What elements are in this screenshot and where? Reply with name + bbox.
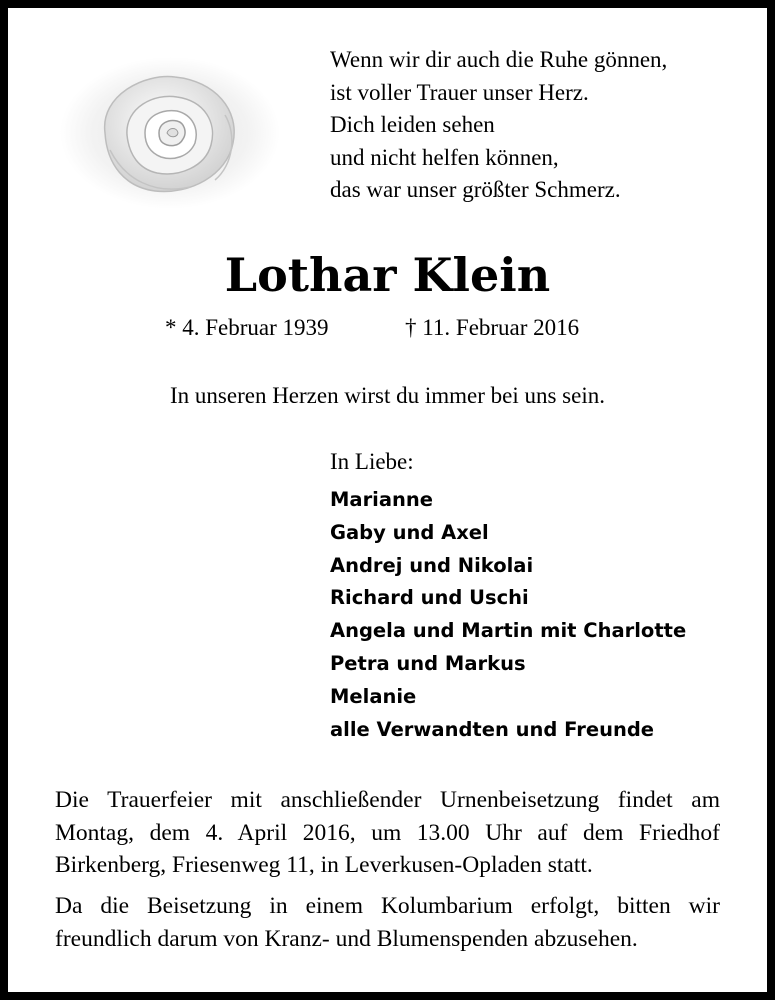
rose-image	[55, 55, 285, 215]
mourners-list	[330, 484, 686, 746]
mourner-name: Melanie	[330, 684, 417, 708]
poem-line: das war unser größter Schmerz.	[330, 177, 621, 202]
mourner-name: alle Verwandten und Freunde	[330, 717, 655, 741]
poem	[330, 44, 750, 207]
poem-line: Wenn wir dir auch die Ruhe gönnen,	[330, 47, 668, 72]
flower-request-notice: Da die Beisetzung in einem Kolumbarium erfolgt, bitten wir freundlich darum von Kranz- und Blumenspenden abzusehen.	[55, 893, 720, 952]
motto: In unseren Herzen wirst du immer bei uns sein.	[170, 383, 605, 408]
poem-line: und nicht helfen können,	[330, 144, 559, 170]
mourners-intro: In Liebe:	[330, 449, 414, 474]
deceased-name: Lothar Klein	[224, 248, 551, 302]
mourner-name: Marianne	[330, 488, 434, 511]
mourner-name: Angela und Martin mit Charlotte	[330, 619, 687, 643]
mourner-name: Gaby und Axel	[330, 520, 489, 544]
mourner-name: Richard und Uschi	[330, 586, 529, 610]
death-date: † 11. Februar 2016	[405, 315, 580, 340]
mourner-name: Andrej und Nikolai	[330, 553, 534, 577]
poem-line: ist voller Trauer unser Herz.	[330, 79, 589, 105]
mourner-name: Petra und Markus	[330, 651, 526, 675]
funeral-notice: Die Trauerfeier mit anschließender Urnenbeisetzung findet am Montag, dem 4. April 2016, um 13.00 Uhr auf dem Friedhof Birkenberg, Friesenweg 11, in Leverkusen-Opladen statt.	[55, 787, 720, 878]
birth-date: * 4. Februar 1939	[165, 315, 329, 340]
poem-line: Dich leiden sehen	[330, 112, 495, 137]
